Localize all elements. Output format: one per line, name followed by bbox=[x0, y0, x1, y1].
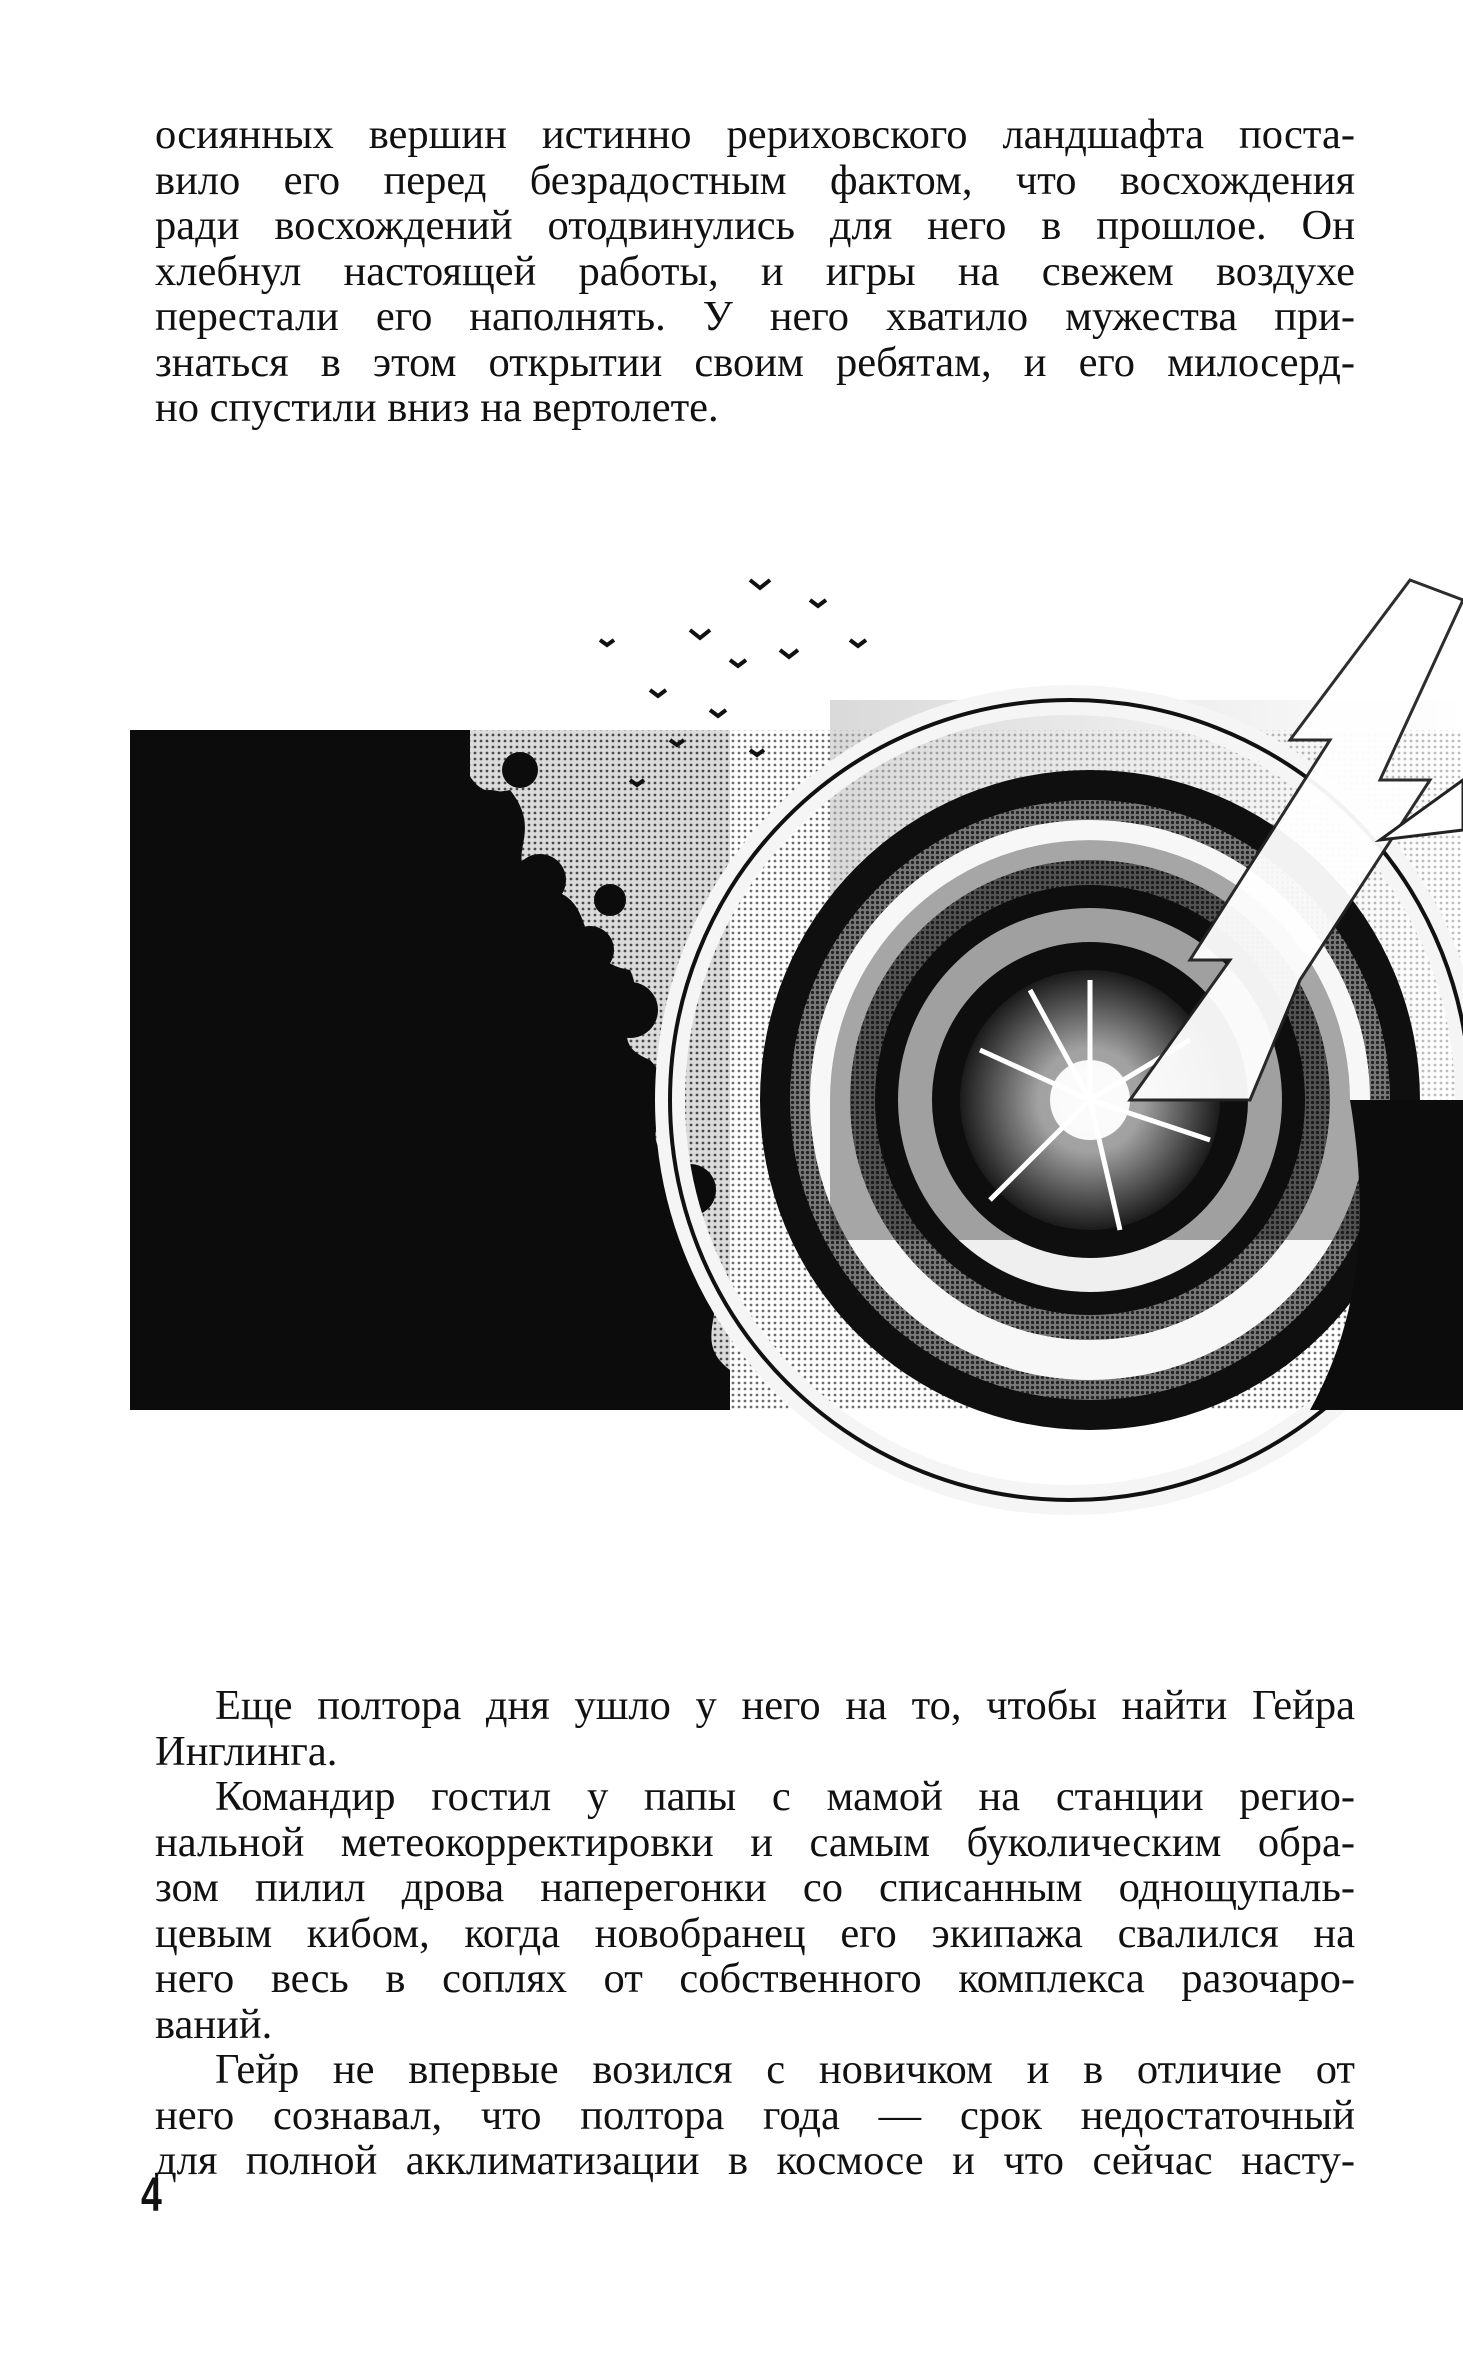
text-line: Гейр не впервые возился с новичком и в отличие от bbox=[215, 2046, 1355, 2093]
text-line: но спустили вниз на вертолете. bbox=[155, 384, 719, 431]
text-line: осиянных вершин истинно рериховского ландшафта поста- bbox=[155, 111, 1355, 158]
cosmic-rings-illustration bbox=[130, 540, 1463, 1570]
text-line: ваний. bbox=[155, 2000, 273, 2048]
text-line: него сознавал, что полтора года — срок недостаточный bbox=[155, 2091, 1355, 2139]
text-line: перестали его наполнять. У него хватило мужества при- bbox=[155, 293, 1355, 340]
bottom-text bbox=[155, 1683, 1355, 2184]
text-line: хлебнул настоящей работы, и игры на свежем воздухе bbox=[155, 247, 1355, 295]
text-line: Командир гостил у папы с мамой на станции регио- bbox=[215, 1773, 1355, 1820]
text-line: вило его перед безрадостным фактом, что восхождения bbox=[155, 156, 1355, 204]
page-number: 4 bbox=[141, 2169, 162, 2222]
text-line: нальной метеокорректировки и самым буколическим обра- bbox=[155, 1818, 1355, 1866]
top-paragraph bbox=[155, 112, 1355, 431]
text-line: ради восхождений отодвинулись для него в прошлое. Он bbox=[155, 202, 1355, 249]
text-line: знаться в этом открытии своим ребятам, и его милосерд- bbox=[155, 338, 1355, 386]
text-line: цевым кибом, когда новобранец его экипажа свалился на bbox=[155, 1909, 1355, 1957]
text-line: Инглинга. bbox=[155, 1727, 338, 1775]
text-line: для полной акклиматизации в космосе и что сейчас насту- bbox=[155, 2137, 1355, 2184]
text-line: Еще полтора дня ушло у него на то, чтобы найти Гейра bbox=[215, 1682, 1355, 1729]
text-line: зом пилил дрова наперегонки со списанным однощупаль- bbox=[155, 1864, 1355, 1911]
text-line: него весь в соплях от собственного комплекса разочаро- bbox=[155, 1955, 1355, 2002]
